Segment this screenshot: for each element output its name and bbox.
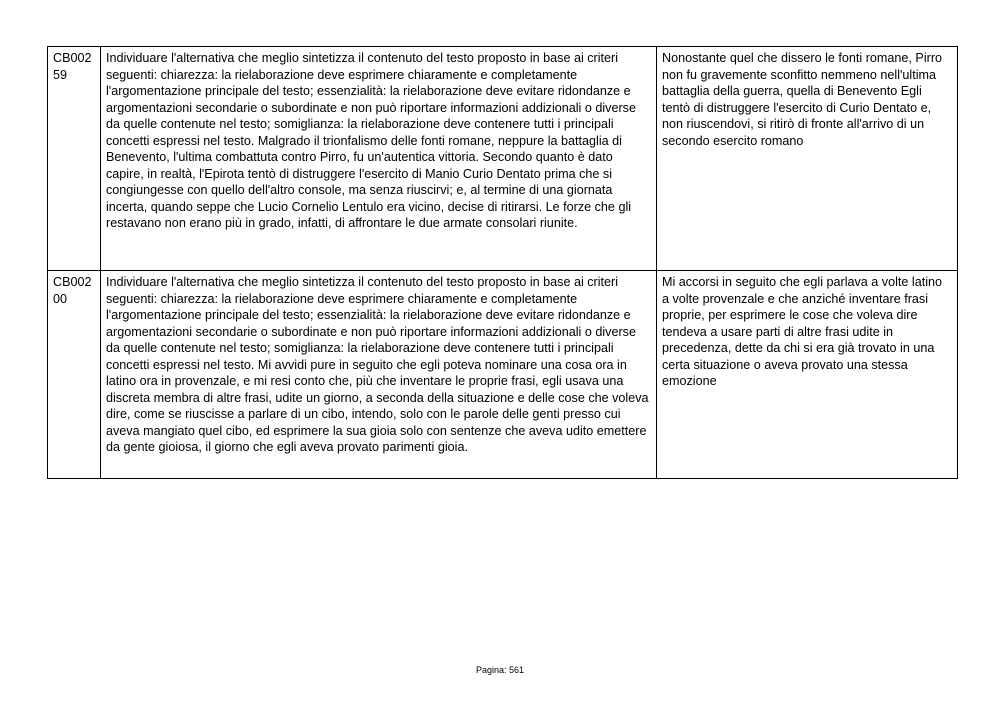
page-number: Pagina: 561	[475, 665, 525, 675]
table-row	[48, 47, 958, 271]
answer-text: Nonostante quel che dissero le fonti romane, Pirro non fu gravemente sconfitto nemmeno nell'ultima battaglia della guerra, quella di Benevento Egli tentò di distruggere l'esercito di Curio Dentato e, non riuscendovi, si ritirò di fronte all'arrivo di un secondo esercito romano	[657, 47, 958, 271]
question-code: CB00259	[48, 47, 101, 271]
table-row	[48, 271, 958, 479]
answer-text: Mi accorsi in seguito che egli parlava a volte latino a volte provenzale e che anziché inventare frasi proprie, per esprimere le cose che voleva dire tendeva a usare parti di altre frasi udite in precedenza, dette da chi si era già trovato in una certa situazione o aveva provato una stessa emozione	[657, 271, 958, 479]
question-text: Individuare l'alternativa che meglio sintetizza il contenuto del testo proposto in base ai criteri seguenti: chiarezza: la rielaborazione deve esprimere chiaramente e completamente l'argomentazione principale del testo; essenzialità: la rielaborazione deve evitare ridondanze e argomentazioni secondarie o subordinate e non può riportare informazioni addizionali o diverse da quelle contenute nel testo; somiglianza: la rielaborazione deve contenere tutti i principali concetti espressi nel testo. Mi avvidi pure in seguito che egli poteva nominare una cosa ora in latino ora in provenzale, e mi resi conto che, più che inventare le proprie frasi, egli usava una discreta membra di altre frasi, udite un giorno, a seconda della situazione e delle cose che voleva dire, come se riuscisse a parlare di un cibo, intendo, solo con le parole delle genti presso cui aveva mangiato quel cibo, ed esprimere la sua gioia solo con sentenze che aveva udito emettere da gente gioiosa, il giorno che egli aveva provato parimenti gioia.	[101, 271, 657, 479]
question-text: Individuare l'alternativa che meglio sintetizza il contenuto del testo proposto in base ai criteri seguenti: chiarezza: la rielaborazione deve esprimere chiaramente e completamente l'argomentazione principale del testo; essenzialità: la rielaborazione deve evitare ridondanze e argomentazioni secondarie o subordinate e non può riportare informazioni addizionali o diverse da quelle contenute nel testo; somiglianza: la rielaborazione deve contenere tutti i principali concetti espressi nel testo. Malgrado il trionfalismo delle fonti romane, neppure la battaglia di Benevento, l'ultima combattuta contro Pirro, fu un'autentica vittoria. Secondo quanto è dato capire, in realtà, l'Epirota tentò di distruggere l'esercito di Manio Curio Dentato prima che si congiungesse con quello dell'altro console, ma senza riuscirvi; e, al termine di una giornata incerta, quando seppe che Lucio Cornelio Lentulo era vicino, decise di ritirarsi. Le forze che gli restavano non erano più in grado, infatti, di affrontare le due armate consolari riunite.	[101, 47, 657, 271]
question-code: CB00200	[48, 271, 101, 479]
question-table	[47, 46, 958, 479]
